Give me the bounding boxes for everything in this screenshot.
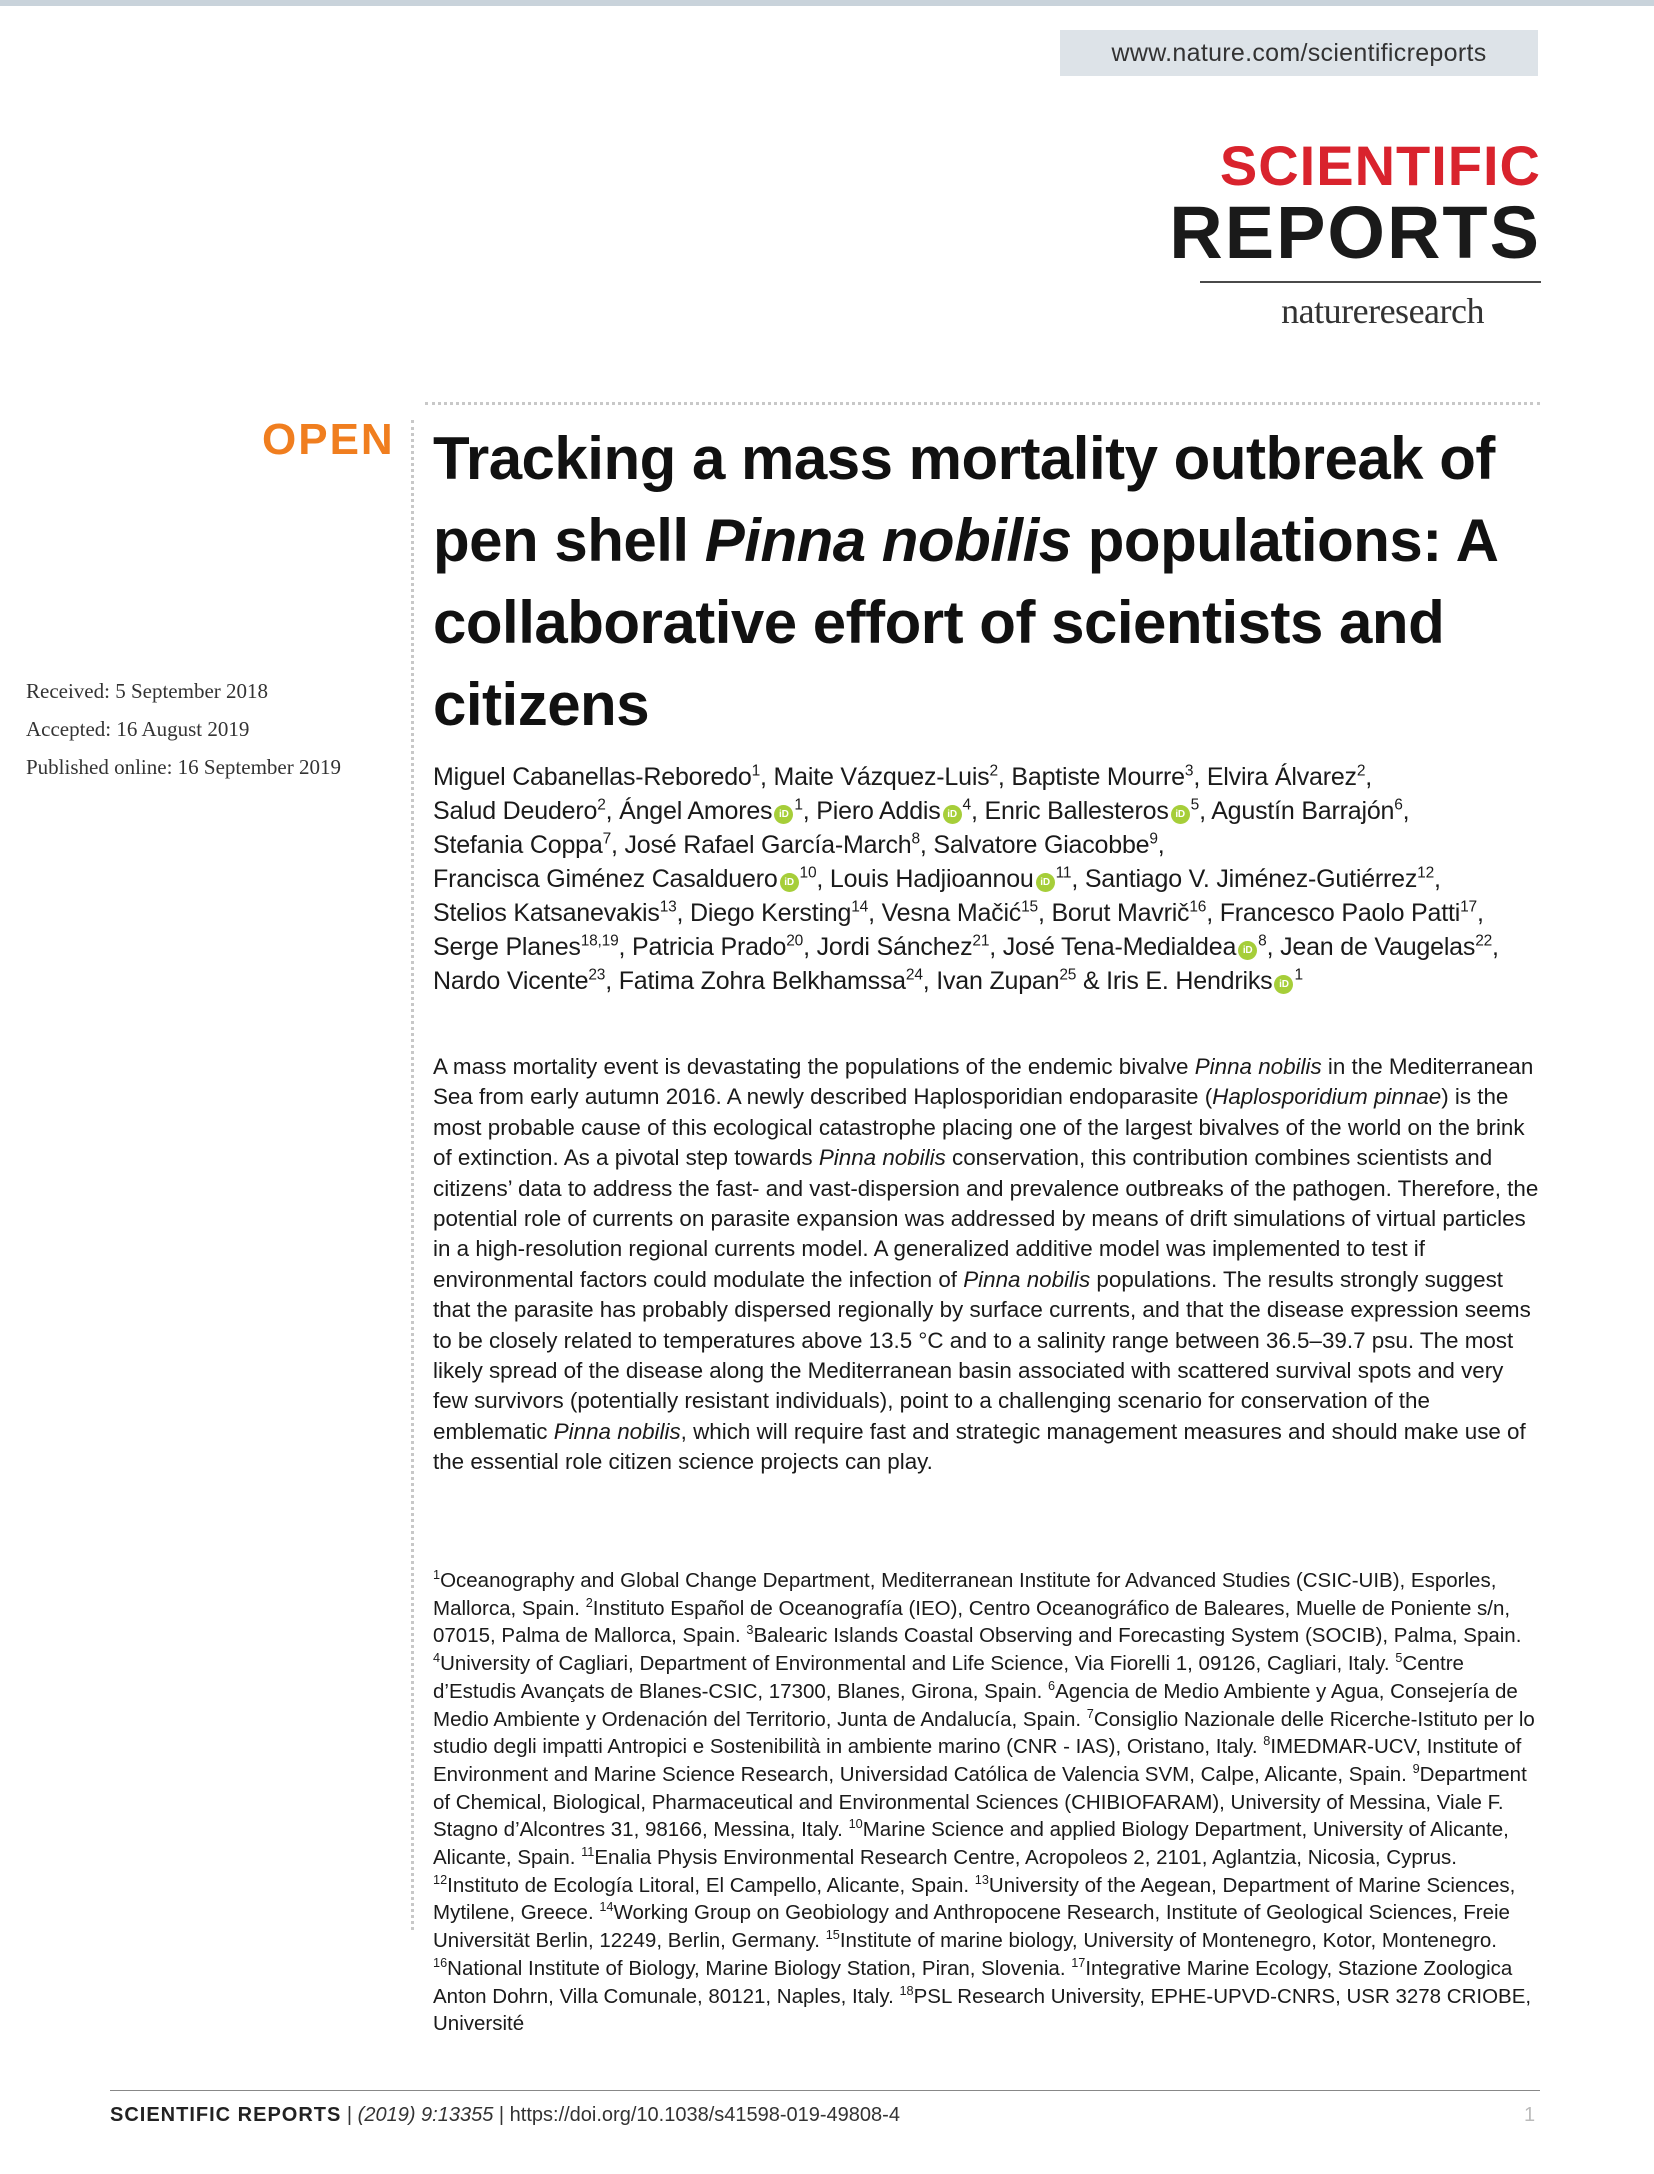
affiliation-number: 8 xyxy=(1263,1733,1271,1749)
author[interactable] xyxy=(1051,899,1206,927)
author-affiliation-number: 2 xyxy=(1356,762,1366,780)
author-affiliation-number: 17 xyxy=(1460,898,1477,916)
orcid-icon[interactable]: iD xyxy=(774,805,793,824)
author[interactable] xyxy=(882,899,1038,927)
affiliation-text: Institute of marine biology, University of Montenegro, Kotor, Montenegro. xyxy=(839,1929,1497,1953)
abstract-text: conservation, this contribution combines scientists and citizens’ data to address the fast- and vast-dispersion and prevalence outbreaks of the pathogen. Therefore, the potential role of currents on parasite expansion was addressed by means of drift simulations of virtual particles in a high-resolution regional currents model. A generalized additive model was implemented to test if environmental factors could modulate the infection of xyxy=(433,1145,1539,1292)
affiliation-number: 2 xyxy=(585,1594,593,1610)
author-name[interactable]: José Rafael García-March xyxy=(624,831,912,859)
affiliation-number: 10 xyxy=(848,1816,863,1832)
abstract-species-name: Pinna nobilis xyxy=(1194,1054,1322,1079)
article-title xyxy=(433,418,1543,746)
orcid-icon[interactable]: iD xyxy=(1036,873,1055,892)
affiliation-number: 9 xyxy=(1412,1761,1420,1777)
orcid-icon[interactable]: iD xyxy=(1274,975,1293,994)
author-name[interactable]: Salud Deudero xyxy=(433,797,598,825)
affiliation-text: Centre d’Estudis Avançats de Blanes-CSIC, 17300, Blanes, Girona, Spain. xyxy=(433,1652,1464,1703)
author-affiliation-number: 14 xyxy=(851,898,869,916)
affiliation-text: IMEDMAR-UCV, Institute of Environment and Marine Science Research, Universidad Católica de Valencia SVM, Calpe, Alicante, Spain. xyxy=(433,1735,1522,1786)
abstract-text: populations. The results strongly suggest that the parasite has probably dispersed regionally by surface currents, and that the disease expression seems to be closely related to temperatures above 13.5 °C and to a salinity range between 36.5–39.7 psu. The most likely spread of the disease along the Mediterranean basin associated with scattered survival spots and very few survivors (potentially resistant individuals), point to a challenging scenario for conservation of the emblematic xyxy=(433,1266,1531,1444)
affiliation-text: University of the Aegean, Department of Marine Sciences, Mytilene, Greece. xyxy=(433,1873,1516,1925)
author-affiliation-number: 12 xyxy=(1417,864,1434,882)
author-affiliation-number: 15 xyxy=(1021,898,1038,916)
author[interactable] xyxy=(433,865,816,893)
title-species: Pinna nobilis xyxy=(704,507,1072,574)
abstract-species-name: Haplosporidium pinnae xyxy=(1212,1084,1442,1110)
author-name[interactable]: Fatima Zohra Belkhamssa xyxy=(618,967,906,995)
author-affiliation-number: 24 xyxy=(905,966,923,984)
affiliation-number: 17 xyxy=(1071,1955,1086,1971)
publisher-logo: natureresearch xyxy=(1281,291,1484,331)
orcid-icon[interactable]: iD xyxy=(1171,805,1190,824)
affiliation-number: 6 xyxy=(1048,1677,1056,1693)
affiliation-number: 1 xyxy=(433,1567,441,1583)
title-part-1: Tracking a mass mortality outbreak of pen shell xyxy=(433,425,1495,574)
author-name[interactable]: Baptiste Mourre xyxy=(1011,763,1185,791)
title-part-2: populations: A collaborative effort of scientists and citizens xyxy=(433,507,1497,738)
author-affiliation-number: 20 xyxy=(786,932,804,950)
affiliation-text: Integrative Marine Ecology, Stazione Zoologica Anton Dohrn, Villa Comunale, 80121, Naples, Italy. xyxy=(433,1956,1513,2008)
author-affiliation-number: 3 xyxy=(1184,762,1194,780)
journal-url[interactable]: www.nature.com/scientificreports xyxy=(1060,30,1538,76)
footer-journal-name: SCIENTIFIC REPORTS xyxy=(110,2104,342,2126)
logo-divider xyxy=(1200,281,1541,283)
author-name[interactable]: Patricia Prado xyxy=(632,933,787,961)
author[interactable] xyxy=(1220,899,1477,927)
author[interactable] xyxy=(1207,763,1365,791)
author-affiliation-number: 1 xyxy=(794,796,803,814)
author-affiliation-number: 2 xyxy=(597,796,606,814)
orcid-icon[interactable]: iD xyxy=(780,873,799,892)
affiliation-number: 3 xyxy=(746,1622,754,1638)
author-name[interactable]: Elvira Álvarez xyxy=(1206,763,1357,791)
abstract xyxy=(433,1052,1543,1478)
author-name[interactable]: Jordi Sánchez xyxy=(816,933,973,961)
abstract-text: A mass mortality event is devastating the populations of the endemic bivalve xyxy=(433,1054,1195,1079)
footer-citation: (2019) 9:13355 xyxy=(357,2104,494,2126)
affiliation-text: Marine Science and applied Biology Department, University of Alicante, Alicante, Spain. xyxy=(433,1818,1509,1870)
author-affiliation-number: 11 xyxy=(1055,864,1072,882)
author-affiliation-number: 4 xyxy=(962,796,971,814)
journal-logo-scientific: SCIENTIFIC xyxy=(1219,134,1541,197)
author-affiliation-number: 10 xyxy=(799,864,817,882)
open-access-label: OPEN xyxy=(262,415,395,464)
affiliation-number: 11 xyxy=(581,1844,595,1860)
affiliation-number: 7 xyxy=(1086,1705,1094,1721)
article-dates xyxy=(26,672,406,786)
author-name[interactable]: Stelios Katsanevakis xyxy=(433,899,660,927)
abstract-text: ) is the most probable cause of this ecological catastrophe placing one of the largest bivalves of the world on the brink of extinction. As a pivotal step towards xyxy=(433,1084,1525,1171)
author-name[interactable]: Piero Addis xyxy=(816,797,941,825)
footer-separator: | xyxy=(341,2104,358,2126)
author[interactable] xyxy=(632,933,803,961)
affiliation-number: 5 xyxy=(1395,1650,1403,1666)
author-affiliation-number: 8 xyxy=(1258,932,1267,950)
abstract-text: in the Mediterranean Sea from early autumn 2016. A newly described Haplosporidian endoparasite ( xyxy=(433,1054,1534,1110)
author-name[interactable]: Nardo Vicente xyxy=(433,967,589,995)
author[interactable] xyxy=(433,831,611,859)
affiliations xyxy=(433,1567,1543,2038)
author-name[interactable]: Miguel Cabanellas-Reboredo xyxy=(433,763,752,791)
affiliation-text: Instituto de Ecología Litoral, El Campello, Alicante, Spain. xyxy=(447,1873,970,1897)
author-list: Miguel Cabanellas-Reboredo$^1$, Maite Vázquez-Luis$^2$, Baptiste Mourre$^3$, Elvira Álvarez$^2$, Salud Deudero$^2$, Ángel Amores $iD^1$, Piero Addis $iD^4$, Enric Ballesteros $iD^5$, Agustín Barrajón$^6$, Stefania Coppa$^7$, José Rafael García-March$^8$, Salvatore Giacobbe$^9$, Francisca Giménez Casalduero $iD^{10}$, Louis Hadjioannou $iD^{11}$, Santiago V. Jiménez-Gutiérrez$^{12}$, Stelios Katsanevakis$^{13}$, Diego Kersting$^{14}$, Vesna Mačić$^{15}$, Borut Mavrič$^{16}$, Francesco Paolo Patti$^{17}$, Serge Planes$^{18,19}$, Patricia Prado$^{20}$, Jordi Sánchez$^{21}$, José Tena-Medialdea $iD^8$, Jean de Vaugelas$^{22}$, Nardo Vicente$^{23}$, Fatima Zohra Belkhamssa$^{24}$, Ivan Zupan$^{25}$ & Iris E. Hendriks $iD^1$ xyxy=(433,762,1499,995)
author-name[interactable]: Louis Hadjioannou xyxy=(829,865,1034,893)
author[interactable] xyxy=(1003,933,1267,961)
received-date: Received: 5 September 2018 xyxy=(26,679,269,703)
author[interactable] xyxy=(433,933,619,961)
affiliation-number: 18 xyxy=(899,1982,914,1998)
author-name[interactable]: Maite Vázquez-Luis xyxy=(773,763,990,791)
author[interactable] xyxy=(936,967,1076,995)
author[interactable] xyxy=(1011,763,1193,791)
affiliation-text: University of Cagliari, Department of Environmental and Life Science, Via Fiorelli 1, 09126, Cagliari, Italy. xyxy=(440,1652,1390,1676)
author[interactable] xyxy=(816,797,971,825)
author-affiliation-number: 23 xyxy=(588,966,606,984)
abstract-species-name: Pinna nobilis xyxy=(553,1418,681,1444)
author-name[interactable]: Diego Kersting xyxy=(690,899,852,927)
affiliation-number: 16 xyxy=(433,1955,448,1971)
affiliation-number: 12 xyxy=(433,1871,448,1887)
author-name[interactable]: Vesna Mačić xyxy=(881,899,1022,927)
author[interactable] xyxy=(830,865,1071,893)
author-name[interactable]: & Iris E. Hendriks xyxy=(1082,967,1273,995)
abstract-species-name: Pinna nobilis xyxy=(818,1145,946,1171)
author[interactable] xyxy=(619,967,923,995)
author[interactable] xyxy=(690,899,868,927)
author[interactable] xyxy=(984,797,1199,825)
author-name[interactable]: Francisca Giménez Casalduero xyxy=(433,865,778,893)
author-affiliation-number: 18,19 xyxy=(580,932,619,950)
affiliation-text: PSL Research University, EPHE-UPVD-CNRS, USR 3278 CRIOBE, Université xyxy=(433,1984,1532,2036)
author-name[interactable]: Ángel Amores xyxy=(619,797,773,825)
author-name[interactable]: Serge Planes xyxy=(433,933,581,961)
orcid-icon[interactable]: iD xyxy=(943,805,962,824)
author-affiliation-number: 1 xyxy=(1294,966,1303,984)
author[interactable] xyxy=(1211,797,1402,825)
page-number: 1 xyxy=(1524,2104,1536,2126)
author-affiliation-number: 9 xyxy=(1149,830,1158,848)
author-name[interactable]: Jean de Vaugelas xyxy=(1280,933,1476,961)
author-affiliation-number: 16 xyxy=(1189,898,1207,916)
affiliation-text: Balearic Islands Coastal Observing and Forecasting System (SOCIB), Palma, Spain. xyxy=(753,1624,1522,1648)
author-affiliation-number: 25 xyxy=(1059,966,1077,984)
affiliation-text: National Institute of Biology, Marine Biology Station, Piran, Slovenia. xyxy=(447,1956,1066,1980)
author-affiliation-number: 6 xyxy=(1394,796,1403,814)
affiliation-text: Enalia Physis Environmental Research Centre, Acropoleos 2, 2101, Aglantzia, Nicosia, Cyprus. xyxy=(594,1846,1457,1870)
footer-separator: | xyxy=(493,2104,510,2126)
author[interactable] xyxy=(433,763,760,791)
affiliation-text: Working Group on Geobiology and Anthropocene Research, Institute of Geological Sciences, Freie Universität Berlin, 12249, Berlin, Germany. xyxy=(433,1901,1510,1953)
orcid-icon[interactable]: iD xyxy=(1238,941,1257,960)
margin-dotted-rule xyxy=(411,420,414,1930)
author[interactable] xyxy=(774,763,998,791)
author-affiliation-number: 7 xyxy=(602,830,611,848)
author-name[interactable]: Ivan Zupan xyxy=(936,967,1060,995)
author[interactable] xyxy=(933,831,1157,859)
author[interactable] xyxy=(433,797,606,825)
author-affiliation-number: 1 xyxy=(751,762,761,780)
author-affiliation-number: 21 xyxy=(972,932,990,950)
author-name[interactable]: Salvatore Giacobbe xyxy=(933,831,1150,859)
accepted-date: Accepted: 16 August 2019 xyxy=(26,717,250,741)
affiliation-number: 4 xyxy=(433,1650,441,1666)
affiliation-text: Agencia de Medio Ambiente y Agua, Consejería de Medio Ambiente y Ordenación del Territorio, Junta de Andalucía, Spain. xyxy=(433,1679,1518,1731)
author-name[interactable]: Santiago V. Jiménez-Gutiérrez xyxy=(1084,865,1418,893)
affiliation-number: 15 xyxy=(825,1927,840,1943)
author-name[interactable]: Enric Ballesteros xyxy=(984,797,1169,825)
footer-doi-link[interactable]: https://doi.org/10.1038/s41598-019-49808-4 xyxy=(509,2104,900,2126)
affiliation-text: Oceanography and Global Change Department, Mediterranean Institute for Advanced Studies (CSIC-UIB), Esporles, Mallorca, Spain. xyxy=(433,1569,1497,1620)
author-affiliation-number: 5 xyxy=(1190,796,1200,814)
author[interactable] xyxy=(1083,967,1303,995)
published-date: Published online: 16 September 2019 xyxy=(26,755,341,779)
affiliation-text: Consiglio Nazionale delle Ricerche-Istituto per lo studio degli impatti Antropici e Sostenibilità in ambiente marino (CNR - IAS), Oristano, Italy. xyxy=(433,1707,1535,1759)
journal-logo-reports: REPORTS xyxy=(1169,191,1541,274)
author-name[interactable]: Stefania Coppa xyxy=(433,831,603,859)
author[interactable] xyxy=(624,831,919,859)
author[interactable] xyxy=(433,899,677,927)
abstract-text: , which will require fast and strategic management measures and should make use of the essential role citizen science projects can play. xyxy=(433,1418,1526,1475)
author-affiliation-number: 2 xyxy=(989,762,998,780)
author[interactable] xyxy=(619,797,803,825)
author-affiliation-number: 8 xyxy=(911,830,920,848)
affiliation-text: Instituto Español de Oceanografía (IEO), Centro Oceanográfico de Baleares, Muelle de Poniente s/n, 07015, Palma de Mallorca, Spain. xyxy=(433,1596,1511,1648)
author-affiliation-number: 22 xyxy=(1475,932,1493,950)
author-name[interactable]: Agustín Barrajón xyxy=(1211,797,1395,825)
affiliation-text: Department of Chemical, Biological, Pharmaceutical and Environmental Sciences (CHIBIOFARAM), University of Messina, Viale F. Stagno d’Alcontres 31, 98166, Messina, Italy. xyxy=(433,1762,1527,1842)
footer-rule xyxy=(110,2090,1540,2091)
author-name[interactable]: Francesco Paolo Patti xyxy=(1219,899,1461,927)
abstract-species-name: Pinna nobilis xyxy=(963,1266,1091,1292)
author[interactable] xyxy=(1085,865,1434,893)
footer xyxy=(110,2104,900,2127)
author-affiliation-number: 13 xyxy=(659,898,677,916)
affiliation-number: 13 xyxy=(974,1871,989,1887)
author[interactable] xyxy=(1280,933,1492,961)
affiliation-number: 14 xyxy=(599,1899,614,1915)
author[interactable] xyxy=(433,967,605,995)
author-name[interactable]: José Tena-Medialdea xyxy=(1002,933,1237,961)
header-dotted-rule xyxy=(425,402,1540,405)
author-name[interactable]: Borut Mavrič xyxy=(1051,899,1190,927)
author[interactable] xyxy=(817,933,990,961)
top-band xyxy=(0,0,1654,6)
